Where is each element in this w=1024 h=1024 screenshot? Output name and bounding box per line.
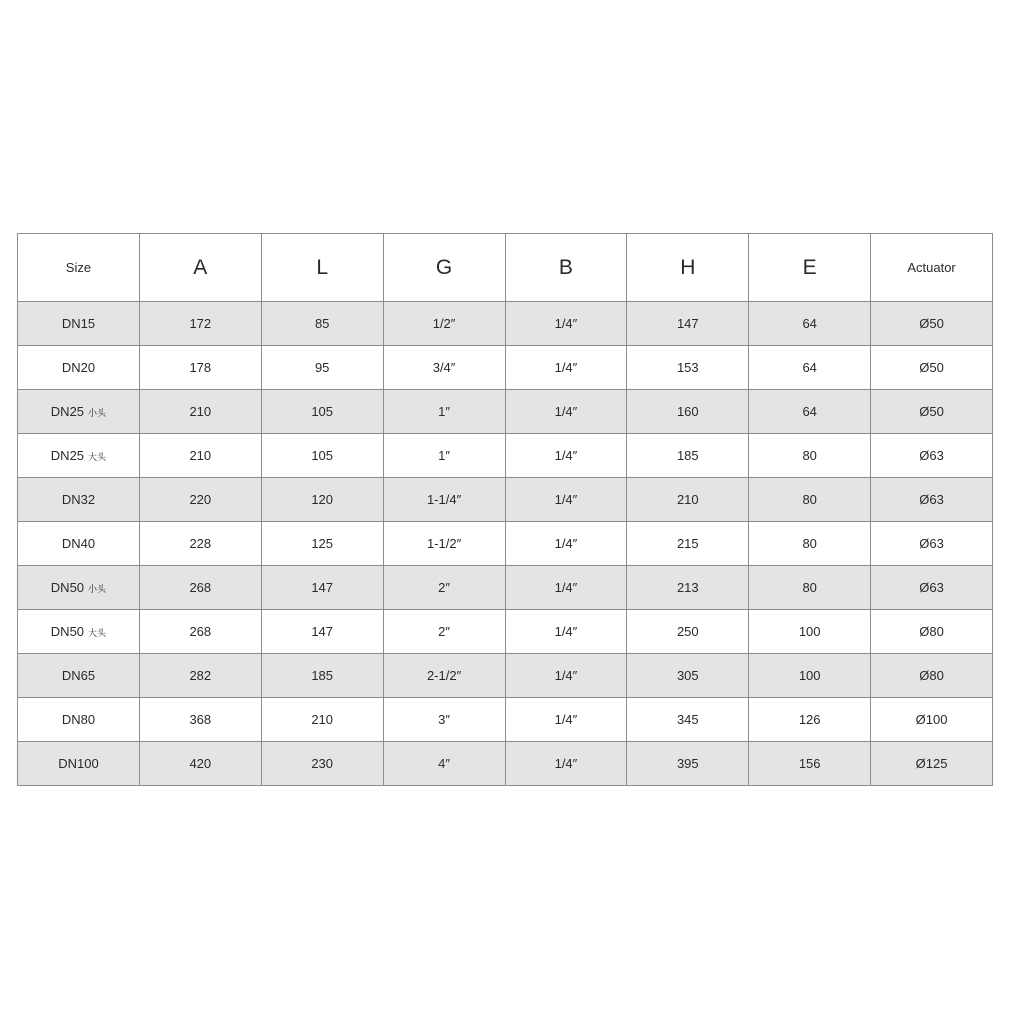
cell-size	[18, 742, 140, 786]
cell-l: 105	[261, 390, 383, 434]
size-label: DN15	[61, 316, 96, 331]
cell-e: 64	[749, 346, 871, 390]
cell-size	[18, 434, 140, 478]
size-note: 大头	[88, 629, 107, 639]
cell-g: 4″	[383, 742, 505, 786]
cell-a: 228	[139, 522, 261, 566]
cell-l: 120	[261, 478, 383, 522]
table-row	[18, 742, 993, 786]
cell-size	[18, 522, 140, 566]
table-row	[18, 654, 993, 698]
cell-l: 230	[261, 742, 383, 786]
header-g: G	[383, 234, 505, 302]
cell-a: 368	[139, 698, 261, 742]
cell-e: 80	[749, 566, 871, 610]
cell-a: 210	[139, 390, 261, 434]
cell-l: 105	[261, 434, 383, 478]
cell-b: 1/4″	[505, 522, 627, 566]
cell-b: 1/4″	[505, 346, 627, 390]
cell-a: 420	[139, 742, 261, 786]
size-label: DN20	[61, 360, 96, 375]
cell-b: 1/4″	[505, 302, 627, 346]
cell-h: 185	[627, 434, 749, 478]
cell-e: 64	[749, 302, 871, 346]
cell-actuator: Ø50	[871, 346, 993, 390]
size-note: 小头	[88, 585, 107, 595]
table-row	[18, 610, 993, 654]
cell-size	[18, 302, 140, 346]
size-label: DN40	[61, 536, 96, 551]
cell-e: 80	[749, 522, 871, 566]
cell-b: 1/4″	[505, 478, 627, 522]
cell-actuator: Ø100	[871, 698, 993, 742]
cell-g: 3/4″	[383, 346, 505, 390]
cell-size	[18, 346, 140, 390]
cell-g: 1″	[383, 434, 505, 478]
cell-l: 185	[261, 654, 383, 698]
cell-b: 1/4″	[505, 654, 627, 698]
cell-a: 220	[139, 478, 261, 522]
dimension-spec-table	[17, 233, 993, 786]
cell-e: 100	[749, 610, 871, 654]
cell-l: 147	[261, 610, 383, 654]
cell-e: 80	[749, 434, 871, 478]
table-row	[18, 390, 993, 434]
cell-e: 156	[749, 742, 871, 786]
header-b: B	[505, 234, 627, 302]
cell-g: 3″	[383, 698, 505, 742]
size-label: DN100	[58, 756, 99, 771]
header-l: L	[261, 234, 383, 302]
cell-h: 213	[627, 566, 749, 610]
size-label: DN80	[61, 712, 96, 727]
table-row	[18, 566, 993, 610]
cell-size	[18, 610, 140, 654]
cell-h: 210	[627, 478, 749, 522]
table-body	[18, 302, 993, 786]
table-header	[18, 234, 993, 302]
cell-b: 1/4″	[505, 390, 627, 434]
table-row	[18, 302, 993, 346]
cell-h: 147	[627, 302, 749, 346]
size-label: DN25	[50, 404, 85, 419]
cell-g: 1-1/4″	[383, 478, 505, 522]
size-note: 大头	[88, 453, 107, 463]
cell-size	[18, 698, 140, 742]
cell-g: 2″	[383, 566, 505, 610]
cell-h: 345	[627, 698, 749, 742]
cell-l: 147	[261, 566, 383, 610]
cell-h: 215	[627, 522, 749, 566]
header-row	[18, 234, 993, 302]
cell-g: 2-1/2″	[383, 654, 505, 698]
cell-g: 1/2″	[383, 302, 505, 346]
cell-b: 1/4″	[505, 742, 627, 786]
cell-l: 85	[261, 302, 383, 346]
cell-size	[18, 566, 140, 610]
cell-actuator: Ø63	[871, 478, 993, 522]
cell-a: 268	[139, 566, 261, 610]
cell-l: 95	[261, 346, 383, 390]
table-row	[18, 522, 993, 566]
cell-b: 1/4″	[505, 698, 627, 742]
table-row	[18, 698, 993, 742]
cell-a: 268	[139, 610, 261, 654]
cell-actuator: Ø80	[871, 610, 993, 654]
cell-e: 64	[749, 390, 871, 434]
cell-b: 1/4″	[505, 434, 627, 478]
header-actuator: Actuator	[871, 234, 993, 302]
cell-size	[18, 654, 140, 698]
cell-actuator: Ø80	[871, 654, 993, 698]
header-h: H	[627, 234, 749, 302]
table-row	[18, 478, 993, 522]
cell-e: 80	[749, 478, 871, 522]
cell-actuator: Ø63	[871, 566, 993, 610]
cell-l: 210	[261, 698, 383, 742]
cell-g: 1-1/2″	[383, 522, 505, 566]
cell-l: 125	[261, 522, 383, 566]
size-label: DN50	[50, 580, 85, 595]
table-row	[18, 346, 993, 390]
cell-h: 153	[627, 346, 749, 390]
header-size: Size	[18, 234, 140, 302]
cell-size	[18, 390, 140, 434]
cell-actuator: Ø50	[871, 390, 993, 434]
cell-a: 210	[139, 434, 261, 478]
cell-g: 2″	[383, 610, 505, 654]
size-label: DN32	[61, 492, 96, 507]
cell-actuator: Ø125	[871, 742, 993, 786]
cell-b: 1/4″	[505, 610, 627, 654]
cell-h: 395	[627, 742, 749, 786]
cell-e: 126	[749, 698, 871, 742]
cell-actuator: Ø63	[871, 522, 993, 566]
header-e: E	[749, 234, 871, 302]
cell-size	[18, 478, 140, 522]
cell-h: 305	[627, 654, 749, 698]
size-note: 小头	[88, 409, 107, 419]
cell-e: 100	[749, 654, 871, 698]
cell-b: 1/4″	[505, 566, 627, 610]
cell-a: 178	[139, 346, 261, 390]
size-label: DN25	[50, 448, 85, 463]
cell-h: 160	[627, 390, 749, 434]
size-label: DN50	[50, 624, 85, 639]
cell-actuator: Ø63	[871, 434, 993, 478]
cell-a: 172	[139, 302, 261, 346]
cell-h: 250	[627, 610, 749, 654]
cell-a: 282	[139, 654, 261, 698]
header-a: A	[139, 234, 261, 302]
table-row	[18, 434, 993, 478]
cell-actuator: Ø50	[871, 302, 993, 346]
size-label: DN65	[61, 668, 96, 683]
cell-g: 1″	[383, 390, 505, 434]
